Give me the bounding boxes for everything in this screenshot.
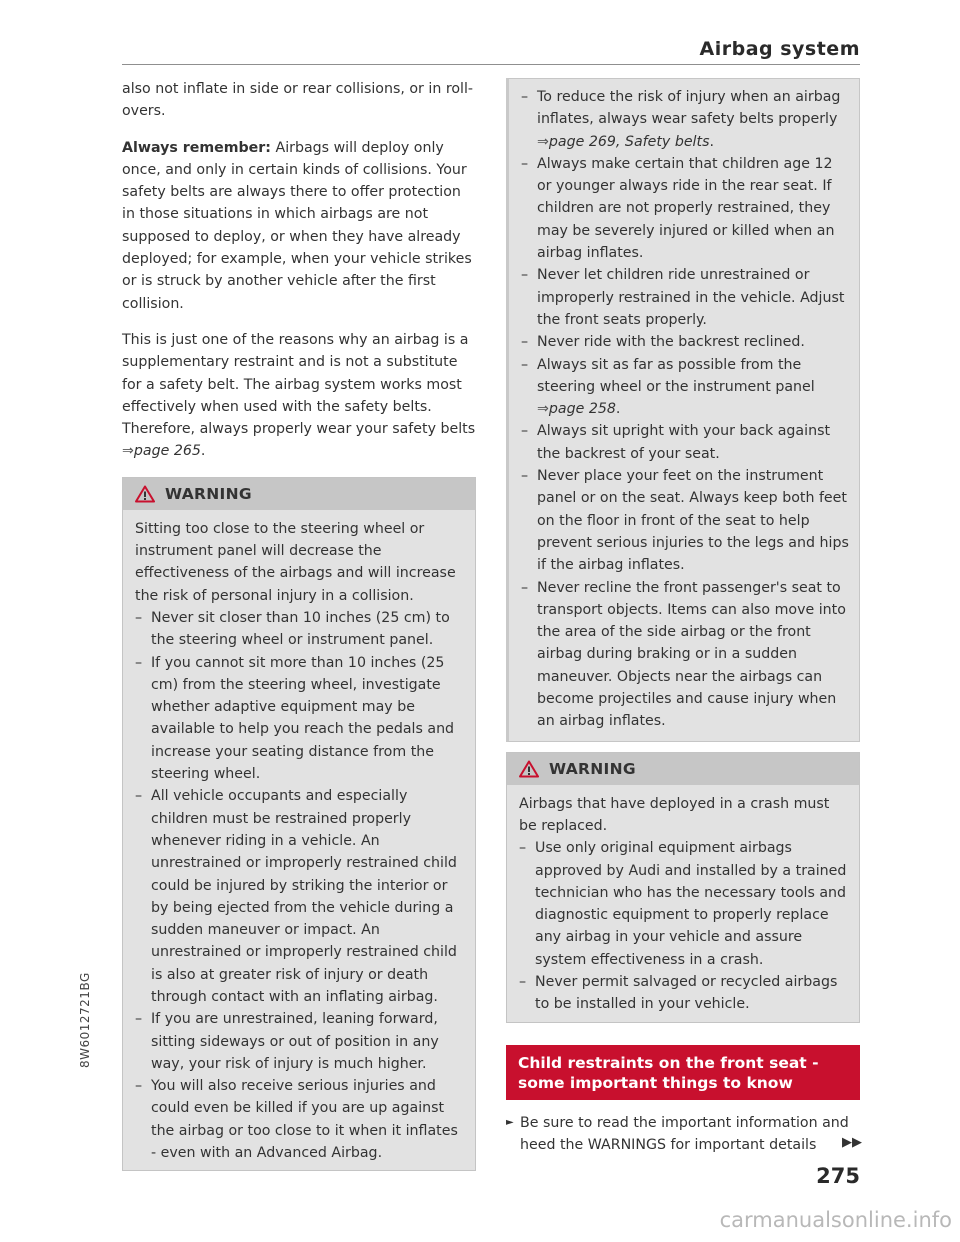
list-item <box>521 86 849 153</box>
page-ref-link[interactable]: page 265 <box>133 443 201 460</box>
continue-arrow-icon: ▶▶ <box>842 1134 862 1150</box>
item-end: . <box>709 133 714 150</box>
arrow-icon: ⇒ <box>122 443 134 460</box>
section-intro <box>506 1112 860 1157</box>
left-column <box>122 78 476 1171</box>
document-code: 8W6012721BG <box>78 972 92 1068</box>
warning-intro: Sitting too close to the steering wheel or instrument panel will decrease the effectiveness of the airbags and will increase the risk of personal injury in a collision. <box>135 520 456 604</box>
list-item: – Never sit closer than 10 inches (25 cm) to the steering wheel or instrument panel. <box>135 607 465 652</box>
warning-list <box>519 837 849 1015</box>
list-item: – Never place your feet on the instrument panel or on the seat. Always keep both feet on the floor in front of the seat to help prevent serious injuries to the legs and hips if the airbag inflates. <box>521 465 849 576</box>
warning-triangle-icon <box>135 485 155 503</box>
page-ref-link[interactable]: page 269, Safety belts <box>548 133 710 150</box>
list-item: – If you cannot sit more than 10 inches (25 cm) from the steering wheel, investigate whether adaptive equipment may be available to help you reach the pedals and increase your seating distance from the steering wheel. <box>135 652 465 786</box>
list-item: – All vehicle occupants and especially children must be restrained properly whenever riding in a vehicle. An unrestrained or improperly restrained child could be injured by striking the interior or by being ejected from the vehicle during a sudden maneuver or impact. An unrestrained or improperly restrained child is also at greater risk of injury or death through contact with an inflating airbag. <box>135 785 465 1008</box>
warning-header <box>507 753 859 785</box>
continuation-list <box>521 86 849 733</box>
paragraph-supplementary <box>122 329 476 463</box>
bullet-triangle-icon: ► <box>506 1116 514 1128</box>
list-item: – Never recline the front passenger's seat to transport objects. Items can also move into the area of the side airbag or the front airbag during braking or in a sudden maneuver. Objects near the airbags can become projectiles and cause injury when an airbag inflates. <box>521 577 849 733</box>
list-item <box>521 354 849 421</box>
list-item: – If you are unrestrained, leaning forward, sitting sideways or out of position in any way, your risk of injury is much higher. <box>135 1008 465 1075</box>
always-remember-label: Always remember: <box>122 139 271 156</box>
warning-list <box>135 607 465 1164</box>
item-text: Always sit as far as possible from the steering wheel or the instrument panel <box>537 356 815 395</box>
list-item: – Never let children ride unrestrained or improperly restrained in the vehicle. Adjust the front seats properly. <box>521 264 849 331</box>
list-item: – Use only original equipment airbags approved by Audi and installed by a trained technician who has the necessary tools and diagnostic equipment to properly replace any airbag in your vehicle and assure system effectiveness in a crash. <box>519 837 849 971</box>
warning-box-seating <box>122 477 476 1172</box>
running-header-title: Airbag system <box>699 38 860 60</box>
supplementary-text: This is just one of the reasons why an airbag is a supplementary restraint and is not a substitute for a safety belt. The airbag system works most effectively when used with the safety belts. Therefore, always properly wear your safety belts <box>122 331 476 438</box>
warning-triangle-icon <box>519 760 539 778</box>
header-rule <box>122 64 860 65</box>
right-column <box>506 78 860 1156</box>
warning-title: WARNING <box>165 484 252 503</box>
list-item: – Always sit upright with your back against the backrest of your seat. <box>521 420 849 465</box>
warning-title: WARNING <box>549 759 636 778</box>
paragraph-always-remember <box>122 137 476 315</box>
warning-continuation-box <box>506 78 860 742</box>
page-number: 275 <box>816 1164 860 1188</box>
paragraph-rollovers: also not inflate in side or rear collisions, or in roll-overs. <box>122 81 474 120</box>
item-text: To reduce the risk of injury when an airbag inflates, always wear safety belts properly <box>537 89 841 128</box>
section-heading: Child restraints on the front seat - some important things to know <box>506 1045 860 1100</box>
arrow-icon: ⇒ <box>537 401 549 418</box>
item-end: . <box>615 401 621 418</box>
list-item: – Never ride with the backrest reclined. <box>521 331 849 353</box>
always-remember-text: Airbags will deploy only once, and only in certain kinds of collisions. Your safety belts are always there to offer protection in those situations in which airbags are not supposed to deploy, or when they have already deployed; for example, when your vehicle strikes or is struck by another vehicle after the first collision. <box>122 139 472 312</box>
list-item: – Never permit salvaged or recycled airbags to be installed in your vehicle. <box>519 971 849 1016</box>
warning-body <box>123 510 475 1171</box>
page-ref-link[interactable]: page 258 <box>548 401 616 418</box>
supplementary-end: . <box>200 443 206 460</box>
list-item: – Always make certain that children age 12 or younger always ride in the rear seat. If children are not properly restrained, they may be severely injured or killed when an airbag inflates. <box>521 153 849 264</box>
list-item: – You will also receive serious injuries and could even be killed if you are up against the airbag or too close to it when it inflates - even with an Advanced Airbag. <box>135 1075 465 1164</box>
intro-text: Be sure to read the important information and heed the WARNINGS for important details <box>520 1114 849 1153</box>
warning-header <box>123 478 475 510</box>
arrow-icon: ⇒ <box>537 133 549 150</box>
watermark: carmanualsonline.info <box>719 1208 952 1232</box>
warning-body <box>507 785 859 1022</box>
warning-box-replacement <box>506 752 860 1023</box>
warning-intro: Airbags that have deployed in a crash must be replaced. <box>519 795 830 834</box>
